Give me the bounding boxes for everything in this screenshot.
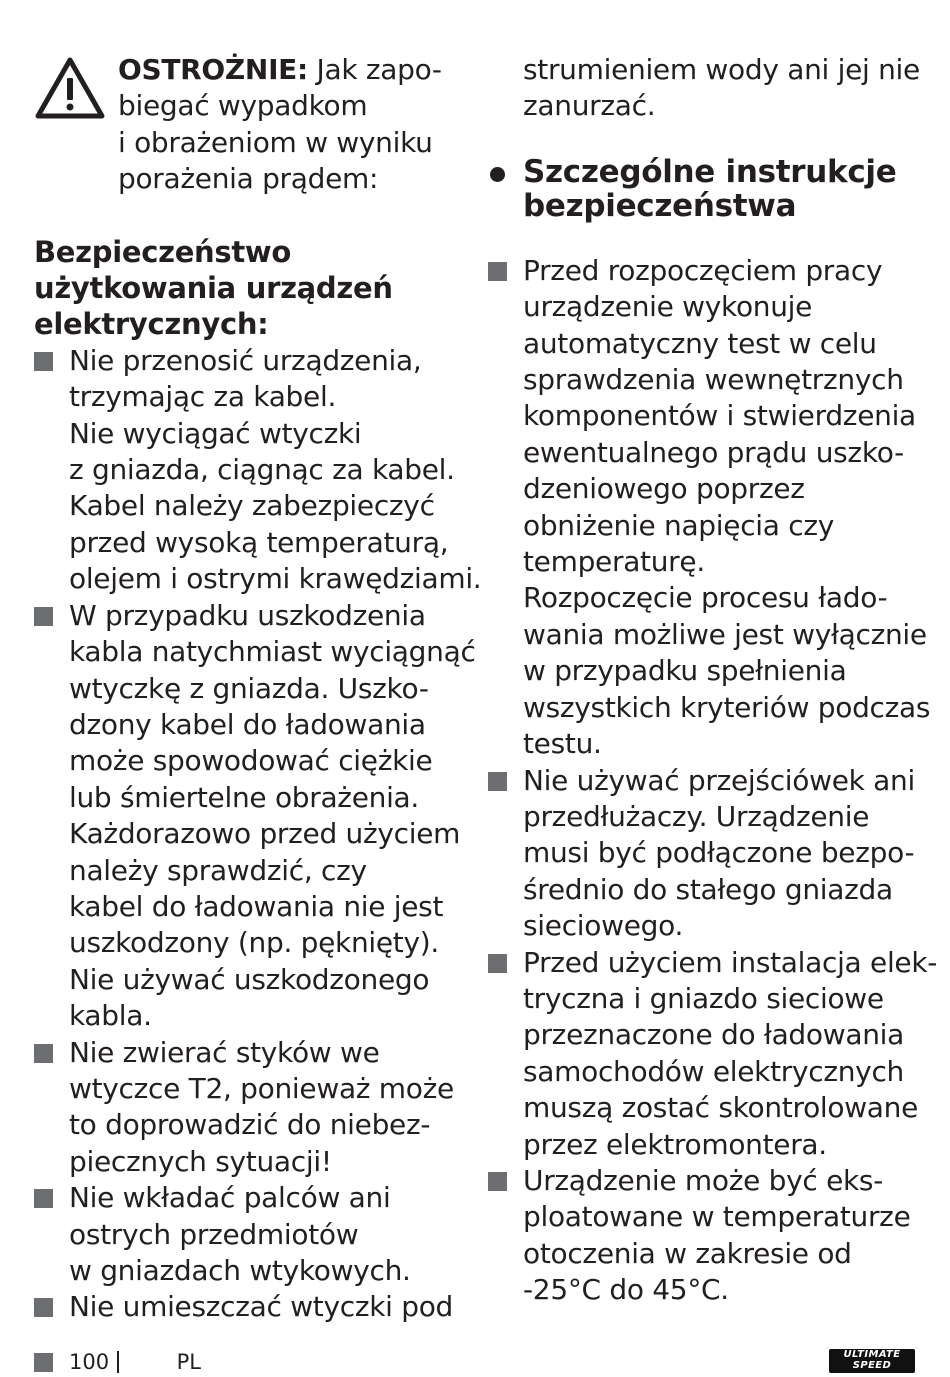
text-line: obniżenie napięcia czy [523,508,834,542]
text-line: Nie przenosić urządzenia, [69,343,422,377]
text-line: urządzenie wykonuje [523,290,813,324]
warning-block [34,52,466,198]
list-item [34,1180,466,1289]
square-bullet-icon [34,1353,53,1372]
square-bullet-icon [488,772,507,791]
text-line: otoczenia w zakresie od [523,1236,852,1270]
text-line: lub śmiertelne obrażenia. [69,780,420,814]
square-bullet-icon [34,1189,53,1208]
text-line: dzeniowego poprzez [523,472,805,506]
square-bullet-icon [34,607,53,626]
warning-line: i obrażeniom w wyniku [118,125,433,159]
text-line: może spowodować ciężkie [69,744,433,778]
list-item [34,1035,466,1181]
right-bullet-list [488,253,938,1309]
text-line: komponentów i stwierdzenia [523,399,916,433]
list-item [34,598,476,1035]
continued-paragraph [488,52,928,125]
square-bullet-icon [34,1298,53,1317]
page-number: 100 [69,1350,110,1374]
left-bullet-list [34,343,482,1326]
text-line: trzymając za kabel. [69,380,337,414]
divider [117,1351,119,1373]
square-bullet-icon [488,954,507,973]
text-line: zanurzać. [523,89,656,123]
text-line: strumieniem wody ani jej nie [523,53,920,86]
text-line: Przed rozpoczęciem pracy [523,253,883,287]
text-line: Nie umieszczać wtyczki pod [69,1290,454,1324]
list-item [34,1289,466,1325]
text-line: musi być podłączone bezpo- [523,836,915,870]
square-bullet-icon [488,262,507,281]
text-line: przed wysoką temperaturą, [69,525,449,559]
text-line: -25°C do 45°C. [523,1273,729,1307]
text-line: muszą zostać skontrolowane [523,1091,919,1125]
text-line: wania możliwe jest wyłącznie [523,617,927,651]
text-line: Nie zwierać styków we [69,1035,380,1069]
text-line: piecznych sytuacji! [69,1144,332,1178]
heading-line: użytkowania urządzeń [34,271,393,306]
text-line: Kabel należy zabezpieczyć [69,489,435,523]
text-line: ewentualnego prądu uszko- [523,435,904,469]
list-item [488,763,928,945]
list-item [488,945,938,1163]
text-line: Każdorazowo przed użyciem [69,817,461,851]
brand-logo [829,1349,915,1373]
text-line: Rozpoczęcie procesu łado- [523,581,888,615]
list-item [34,343,482,598]
text-line: wtyczkę z gniazda. Uszko- [69,671,429,705]
logo-text: SPEED [852,1360,892,1371]
square-bullet-icon [34,1044,53,1063]
text-line: Nie wyciągać wtyczki [69,416,362,450]
text-line: uszkodzony (np. pęknięty). [69,926,439,960]
heading-line: elektrycznych: [34,307,269,342]
page-footer [34,1349,201,1375]
heading-line: Szczególne instrukcje [523,153,897,190]
text-line: wszystkich kryteriów podczas [523,690,931,724]
square-bullet-icon [34,352,53,371]
left-column [34,52,482,1326]
section-heading-electrical-safety [34,234,466,343]
text-line: Nie używać przejściówek ani [523,763,915,797]
text-line: kabla natychmiast wyciągnąć [69,635,476,669]
logo-text: ULTIMATE [843,1349,901,1360]
warning-line: Jak zapo- [307,53,442,86]
text-line: w gniazdach wtykowych. [69,1254,411,1287]
heading-line: bezpieczeństwa [523,187,797,224]
round-bullet-icon [490,167,505,182]
text-line: sprawdzenia wewnętrznych [523,363,904,397]
text-line: samochodów elektrycznych [523,1054,904,1088]
text-line: należy sprawdzić, czy [69,853,367,887]
language-code: PL [176,1350,201,1374]
text-line: W przypadku uszkodzenia [69,598,426,632]
warning-label: OSTROŻNIE: [118,53,308,86]
text-line: przedłużaczy. Urządzenie [523,799,870,833]
text-line: temperaturę. [523,545,705,579]
text-line: Nie wkładać palców ani [69,1181,391,1215]
section-heading-special-instructions [488,155,928,223]
text-line: Przed użyciem instalacja elek- [523,945,938,979]
text-line: wtyczce T2, ponieważ może [69,1071,454,1105]
text-line: automatyczny test w celu [523,326,877,360]
right-column [488,52,938,1309]
heading-line: Bezpieczeństwo [34,234,292,269]
text-line: ostrych przedmiotów [69,1217,359,1251]
square-bullet-icon [488,1172,507,1191]
text-line: testu. [523,727,602,761]
text-line: przez elektromontera. [523,1127,827,1161]
text-line: średnio do stałego gniazda [523,872,893,906]
text-line: przeznaczone do ładowania [523,1018,904,1052]
text-line: Urządzenie może być eks- [523,1163,884,1197]
text-line: dzony kabel do ładowania [69,707,426,741]
warning-triangle-icon [34,56,106,120]
warning-line: biegać wypadkom [118,89,368,123]
text-line: olejem i ostrymi krawędziami. [69,562,482,596]
text-line: ploatowane w temperaturze [523,1200,911,1234]
text-line: kabel do ładowania nie jest [69,889,444,923]
text-line: tryczna i gniazdo sieciowe [523,981,884,1015]
text-line: kabla. [69,999,152,1033]
text-line: z gniazda, ciągnąc za kabel. [69,453,455,487]
text-line: Nie używać uszkodzonego [69,962,430,996]
warning-line: porażenia prądem: [118,162,379,196]
warning-text [118,52,442,198]
list-item [488,253,931,763]
text-line: w przypadku spełnienia [523,654,847,688]
text-line: sieciowego. [523,909,684,943]
list-item [488,1163,928,1309]
text-line: to doprowadzić do niebez- [69,1108,431,1142]
